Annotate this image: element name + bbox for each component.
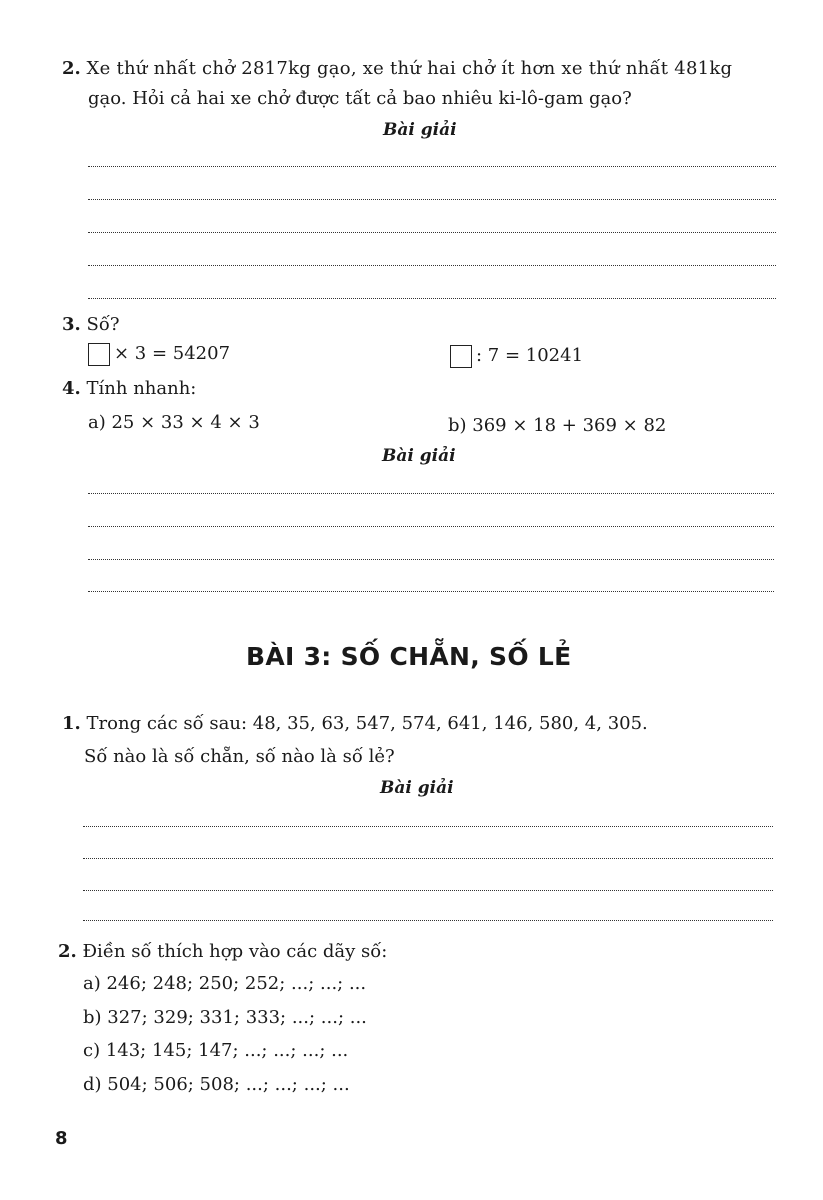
equation-text: × 3 = 54207	[114, 343, 231, 364]
answer-line	[83, 826, 773, 827]
exercise-2	[62, 57, 732, 81]
answer-line	[88, 265, 776, 266]
part-a: a) 25 × 33 × 4 × 3	[88, 412, 260, 433]
sequence-item: b) 327; 329; 331; 333; ...; ...; ...	[83, 1007, 367, 1028]
equation-left	[88, 342, 230, 366]
answer-line	[83, 890, 773, 891]
lesson-title: BÀI 3: SỐ CHẴN, SỐ LẺ	[246, 642, 572, 671]
exercise-3	[62, 313, 120, 337]
solution-label: Bài giải	[380, 778, 454, 798]
answer-line	[88, 526, 774, 527]
answer-line	[88, 166, 776, 167]
exercise-text-line1: Trong các số sau: 48, 35, 63, 547, 574, 641, 146, 580, 4, 305.	[86, 713, 648, 734]
answer-line	[88, 199, 776, 200]
exercise-4	[62, 377, 196, 401]
sequence-item: d) 504; 506; 508; ...; ...; ...; ...	[83, 1074, 350, 1095]
answer-line	[83, 920, 773, 921]
lesson-exercise-1-text-line2: Số nào là số chẵn, số nào là số lẻ?	[84, 746, 395, 767]
exercise-number: 4.	[62, 378, 81, 399]
equation-right	[450, 344, 583, 368]
answer-line	[88, 591, 774, 592]
exercise-number: 2.	[58, 941, 77, 962]
page-number: 8	[55, 1128, 68, 1149]
exercise-number: 1.	[62, 713, 81, 734]
answer-line	[83, 858, 773, 859]
lesson-exercise-1	[62, 712, 648, 736]
exercise-number: 3.	[62, 314, 81, 335]
answer-line	[88, 493, 774, 494]
exercise-prompt: Điền số thích hợp vào các dãy số:	[82, 941, 388, 962]
sequence-item: a) 246; 248; 250; 252; ...; ...; ...	[83, 973, 367, 994]
equation-text: : 7 = 10241	[476, 345, 584, 366]
answer-line	[88, 232, 776, 233]
answer-box[interactable]	[88, 343, 110, 366]
exercise-text-line1: Xe thứ nhất chở 2817kg gạo, xe thứ hai chở ít hơn xe thứ nhất 481kg	[86, 58, 733, 79]
exercise-number: 2.	[62, 58, 81, 79]
solution-label: Bài giải	[382, 446, 456, 466]
sequence-item: c) 143; 145; 147; ...; ...; ...; ...	[83, 1040, 349, 1061]
lesson-exercise-2	[58, 940, 387, 964]
exercise-2-text-line2: gạo. Hỏi cả hai xe chở được tất cả bao nhiêu ki-lô-gam gạo?	[88, 88, 632, 109]
part-b: b) 369 × 18 + 369 × 82	[448, 415, 667, 436]
solution-label: Bài giải	[383, 120, 457, 140]
exercise-prompt: Tính nhanh:	[86, 378, 197, 399]
answer-line	[88, 559, 774, 560]
answer-box[interactable]	[450, 345, 472, 368]
exercise-prompt: Số?	[86, 314, 120, 335]
answer-line	[88, 298, 776, 299]
